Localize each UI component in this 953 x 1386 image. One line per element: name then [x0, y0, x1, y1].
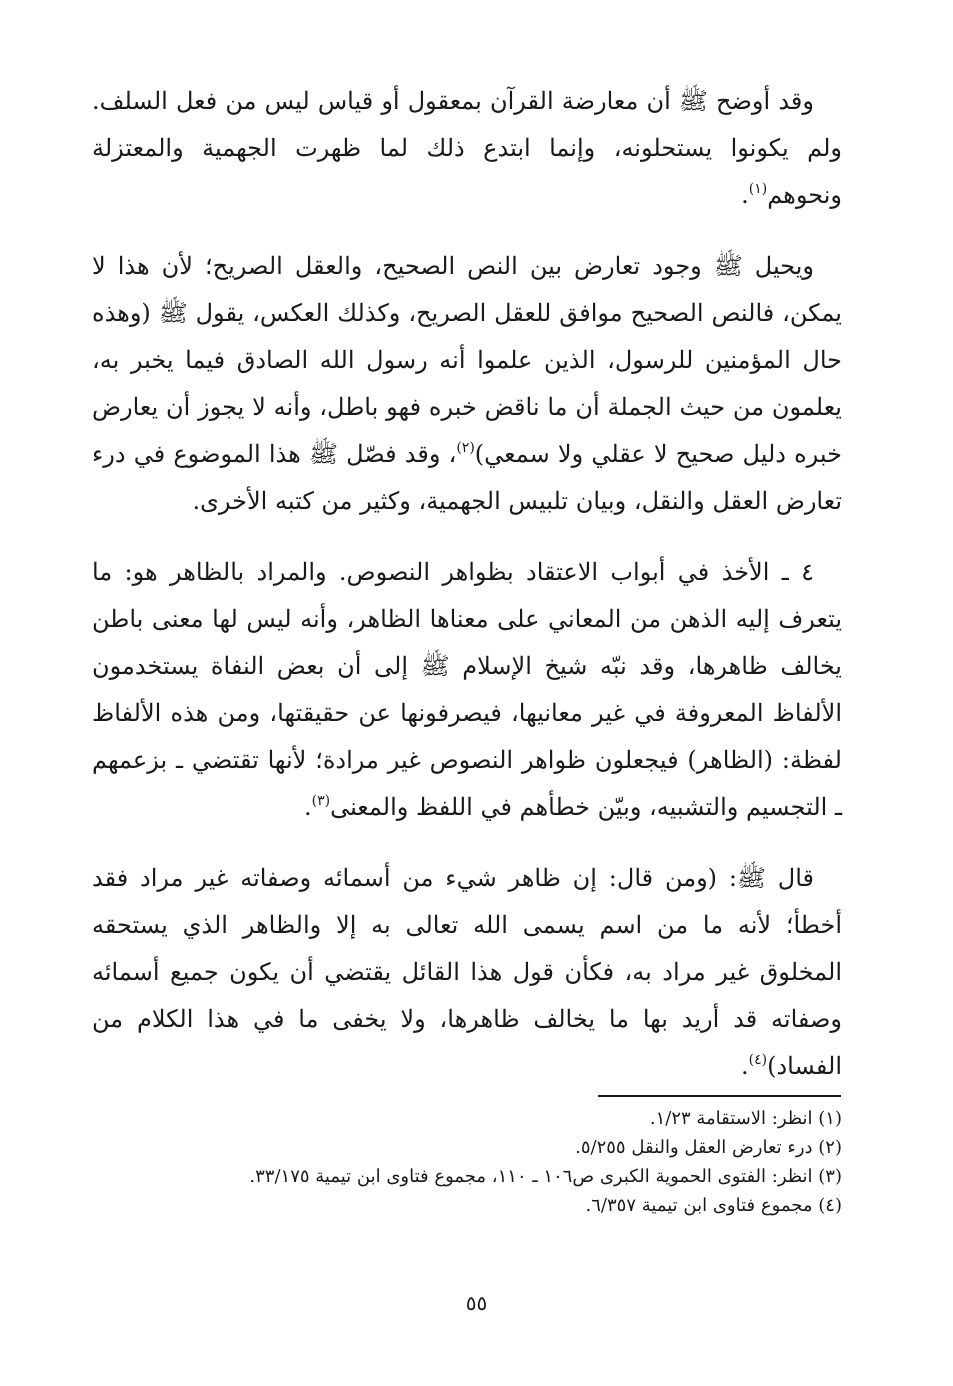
- paragraph-2: [92, 243, 842, 525]
- footnote-ref-2: (٢): [456, 440, 475, 456]
- paragraph-1: [92, 78, 842, 219]
- footnote-ref-4: (٤): [748, 1052, 768, 1068]
- footnote-2: (٢) درء تعارض العقل والنقل ٥/٢٥٥.: [575, 1137, 842, 1158]
- main-text: [92, 78, 842, 1090]
- paragraph-1-text-a: وقد أوضح ﷺ أن معارضة القرآن بمعقول أو قياس ليس من فعل السلف. ولم يكونوا يستحلونه، وإنما ابتدع ذلك لما ظهرت الجهمية والمعتزلة ونحوهم: [92, 87, 842, 209]
- footnote-ref-1: (١): [748, 181, 768, 197]
- paragraph-4-text-b: .: [740, 1052, 749, 1080]
- page-number: ٥٥: [465, 1291, 488, 1315]
- paragraph-3-text-b: .: [303, 793, 312, 821]
- paragraph-4-text-a: قال ﷺ: (ومن قال: إن ظاهر شيء من أسمائه وصفاته غير مراد فقد أخطأ؛ لأنه ما من اسم يسمى الله تعالى به إلا والظاهر الذي يستحقه المخلوق غير مراد به، فكأن قول هذا القائل يقتضي أن يكون جميع أسمائه وصفاته قد أريد بها ما يخالف ظاهرها، ولا يخفى ما في هذا الكلام من الفساد): [92, 864, 842, 1080]
- paragraph-3: [92, 549, 842, 831]
- footnotes: [92, 1104, 842, 1220]
- footnote-divider: [598, 1095, 841, 1097]
- footnote-1: (١) انظر: الاستقامة ١/٢٣.: [649, 1108, 842, 1129]
- footnote-3: (٣) انظر: الفتوى الحموية الكبرى ص١٠٦ ـ ١١٠، مجموع فتاوى ابن تيمية ٣٣/١٧٥.: [249, 1166, 842, 1187]
- paragraph-2-text-a: ويحيل ﷺ وجود تعارض بين النص الصحيح، والعقل الصريح؛ لأن هذا لا يمكن، فالنص الصحيح موافق للعقل الصريح، وكذلك العكس، يقول ﷺ (وهذه حال المؤمنين للرسول، الذين علموا أنه رسول الله الصادق فيما يخبر به، يعلمون من حيث الجملة أن ما ناقض خبره فهو باطل، وأنه لا يجوز أن يعارض خبره دليل صحيح لا عقلي ولا سمعي): [92, 252, 843, 468]
- paragraph-2-text-b: ، وقد فصّل ﷺ هذا الموضوع في درء تعارض العقل والنقل، وبيان تلبيس الجهمية، وكثير من كتبه الأخرى.: [92, 440, 842, 515]
- paragraph-1-text-b: .: [741, 181, 749, 209]
- paragraph-4: [92, 855, 842, 1090]
- footnote-4: (٤) مجموع فتاوى ابن تيمية ٦/٣٥٧.: [585, 1195, 842, 1216]
- paragraph-3-text-a: ٤ ـ الأخذ في أبواب الاعتقاد بظواهر النصوص. والمراد بالظاهر هو: ما يتعرف إليه الذهن من المعاني على معناها الظاهر، وأنه ليس لها معنى باطن يخالف ظاهرها، وقد نبّه شيخ الإسلام ﷺ إلى أن بعض النفاة يستخدمون الألفاظ المعروفة في غير معانيها، فيصرفونها عن حقيقتها، ومن هذه الألفاظ لفظة: (الظاهر) فيجعلون ظواهر النصوص غير مرادة؛ لأنها تقتضي ـ بزعمهم ـ التجسيم والتشبيه، وبيّن خطأهم في اللفظ والمعنى: [92, 558, 842, 821]
- footnote-ref-3: (٣): [311, 793, 331, 809]
